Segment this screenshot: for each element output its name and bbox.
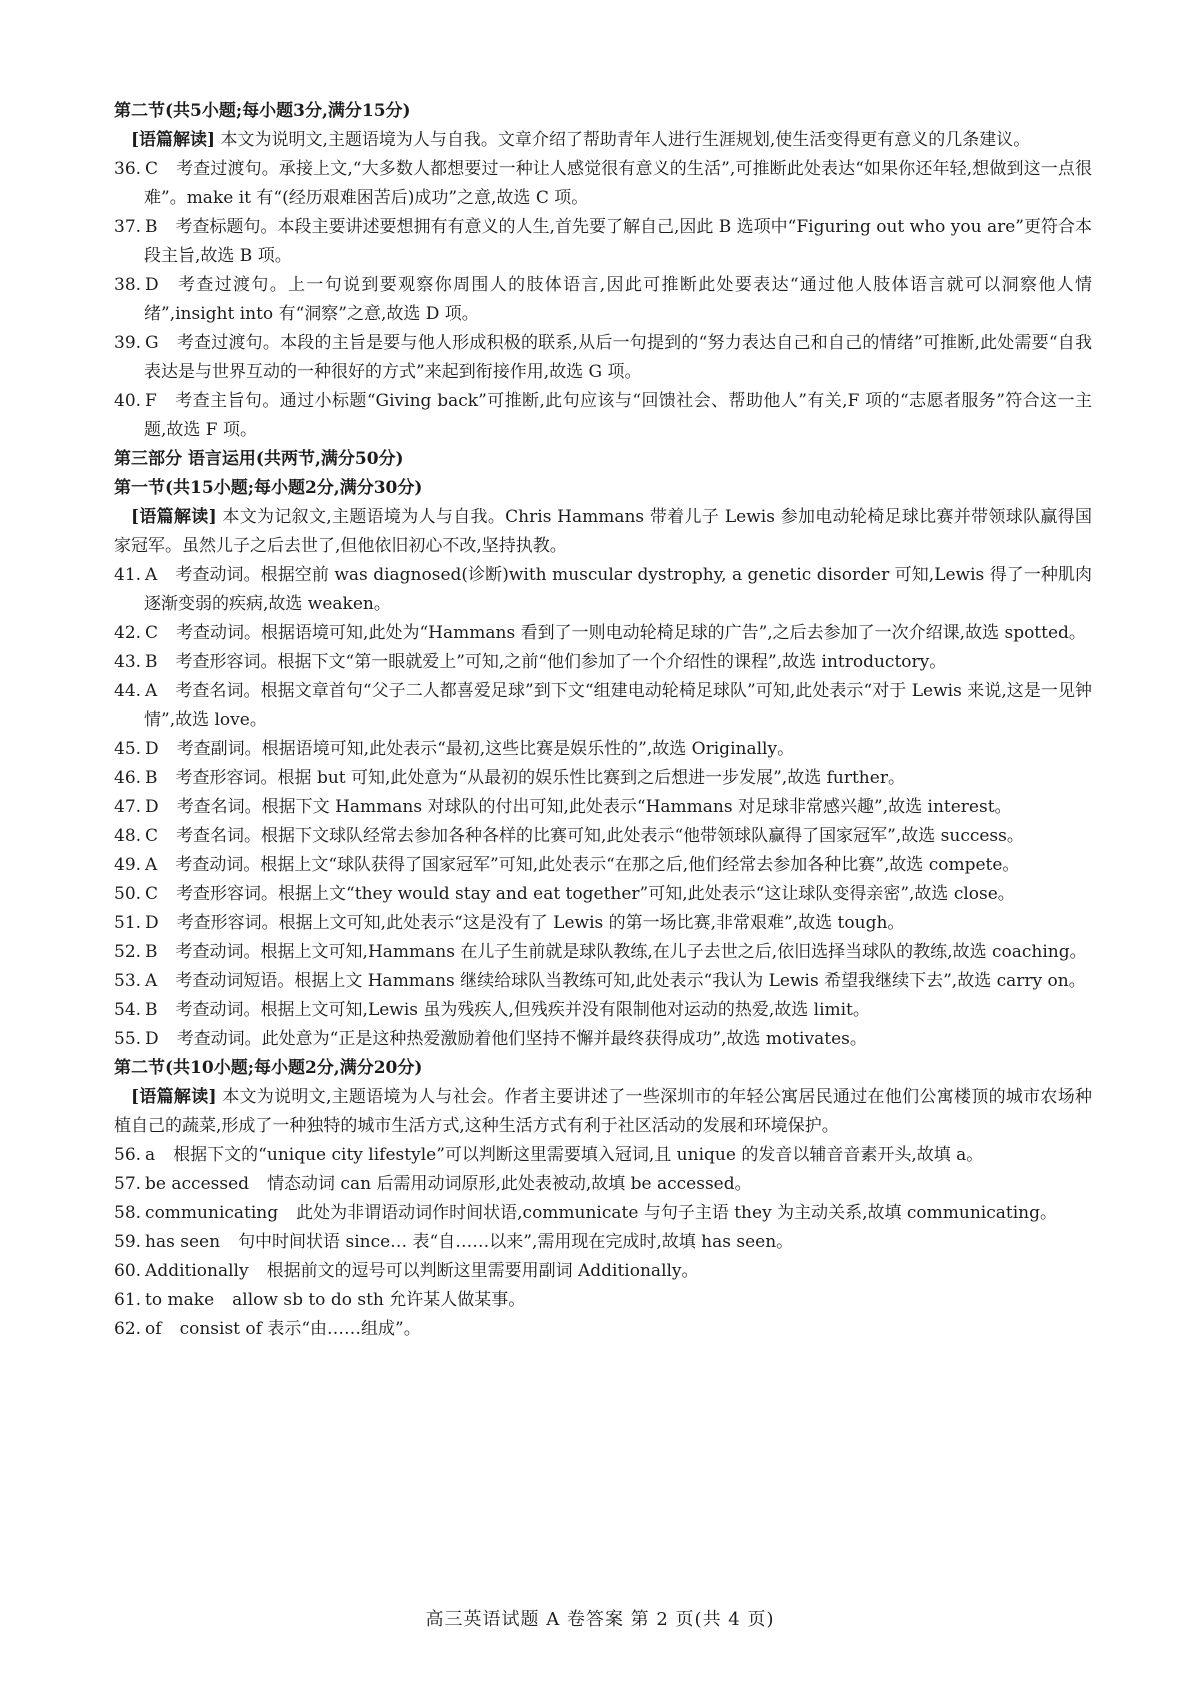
answer-key: D xyxy=(145,1029,159,1049)
explanation-text: 考查动词。根据上文可知,Lewis 虽为残疾人,但残疾并没有限制他对运动的热爱,故选 limit。 xyxy=(175,1000,870,1020)
answer-key: A xyxy=(145,855,158,875)
question-number: 38. xyxy=(114,275,142,295)
intro-tag: [语篇解读] xyxy=(131,507,217,527)
question-number: 49. xyxy=(114,855,142,875)
question-number: 39. xyxy=(114,333,142,353)
answer-key: D xyxy=(145,275,159,295)
intro-tag: [语篇解读] xyxy=(131,130,216,150)
section-header: 第一节(共15小题;每小题2分,满分30分) xyxy=(114,478,423,498)
question-number: 56. xyxy=(114,1145,142,1165)
explanation-text: 考查动词。此处意为“正是这种热爱激励着他们坚持不懈并最终获得成功”,故选 motivates。 xyxy=(176,1029,867,1049)
answer-key: D xyxy=(145,913,159,933)
answer-item xyxy=(114,909,1092,938)
part-header: 第三部分 语言运用(共两节,满分50分) xyxy=(114,449,404,469)
answer-item xyxy=(114,561,1092,619)
intro-text: 本文为说明文,主题语境为人与社会。作者主要讲述了一些深圳市的年轻公寓居民通过在他们公寓楼顶的城市农场种植自己的蔬菜,形成了一种独特的城市生活方式,这种生活方式有利于社区活动的发展和环境保护。 xyxy=(114,1087,1093,1136)
explanation-text: 考查动词。根据上文“球队获得了国家冠军”可知,此处表示“在那之后,他们经常去参加各种比赛”,故选 compete。 xyxy=(175,855,1020,875)
explanation-text: 此处为非谓语动词作时间状语,communicate 与句子主语 they 为主动关系,故填 communicating。 xyxy=(296,1203,1057,1223)
explanation-text: 考查主旨句。通过小标题“Giving back”可推断,此句应该与“回馈社会、帮助他人”有关,F 项的“志愿者服务”符合这一主题,故选 F 项。 xyxy=(144,391,1092,440)
answer-list xyxy=(114,1141,1092,1344)
answer-item xyxy=(114,155,1092,213)
explanation-text: 考查副词。根据语境可知,此处表示“最初,这些比赛是娱乐性的”,故选 Originally。 xyxy=(176,739,795,759)
question-number: 50. xyxy=(114,884,142,904)
question-number: 62. xyxy=(114,1319,142,1339)
answer-key: B xyxy=(145,1000,158,1020)
explanation-text: 考查动词。根据上文可知,Hammans 在儿子生前就是球队教练,在儿子去世之后,依旧选择当球队的教练,故选 coaching。 xyxy=(175,942,1087,962)
answer-item xyxy=(114,271,1092,329)
answer-item xyxy=(114,1199,1092,1228)
passage-intro xyxy=(114,126,1092,155)
answer-item xyxy=(114,938,1092,967)
answer-item xyxy=(114,619,1092,648)
answer-key: to make xyxy=(145,1290,215,1310)
answer-item xyxy=(114,822,1092,851)
answer-key: A xyxy=(145,565,158,585)
explanation-text: 考查动词短语。根据上文 Hammans 继续给球队当教练可知,此处表示“我认为 Lewis 希望我继续下去”,故选 carry on。 xyxy=(175,971,1086,991)
answer-key: D xyxy=(145,797,159,817)
answer-item xyxy=(114,996,1092,1025)
answer-item xyxy=(114,1025,1092,1054)
question-number: 57. xyxy=(114,1174,142,1194)
explanation-text: 考查形容词。根据上文可知,此处表示“这是没有了 Lewis 的第一场比赛,非常艰难”,故选 tough。 xyxy=(176,913,905,933)
answer-key: C xyxy=(145,159,159,179)
answer-item xyxy=(114,387,1092,445)
answer-key: has seen xyxy=(145,1232,221,1252)
answer-key: C xyxy=(145,826,159,846)
answer-key: Additionally xyxy=(145,1261,249,1281)
answer-key: B xyxy=(145,768,158,788)
answer-item xyxy=(114,1170,1092,1199)
answer-item xyxy=(114,213,1092,271)
explanation-text: 考查名词。根据下文球队经常去参加各种各样的比赛可知,此处表示“他带领球队赢得了国家冠军”,故选 success。 xyxy=(176,826,1024,846)
explanation-text: 考查名词。根据下文 Hammans 对球队的付出可知,此处表示“Hammans 对足球非常感兴趣”,故选 interest。 xyxy=(176,797,1012,817)
answer-item xyxy=(114,764,1092,793)
page-content xyxy=(114,97,1092,1344)
explanation-text: 考查动词。根据空前 was diagnosed(诊断)with muscular dystrophy, a genetic disorder 可知,Lewis 得了一种肌肉逐渐变弱的疾病,故选 weaken。 xyxy=(144,565,1092,614)
question-number: 46. xyxy=(114,768,142,788)
explanation-text: 根据下文的“unique city lifestyle”可以判断这里需要填入冠词,且 unique 的发音以辅音音素开头,故填 a。 xyxy=(173,1145,984,1165)
answer-item xyxy=(114,1315,1092,1344)
question-number: 52. xyxy=(114,942,142,962)
question-number: 42. xyxy=(114,623,142,643)
answer-item xyxy=(114,648,1092,677)
answer-item xyxy=(114,1257,1092,1286)
question-number: 60. xyxy=(114,1261,142,1281)
question-number: 48. xyxy=(114,826,142,846)
answer-item xyxy=(114,967,1092,996)
answer-key: of xyxy=(145,1319,162,1339)
answer-key: B xyxy=(145,652,158,672)
section-header: 第二节(共5小题;每小题3分,满分15分) xyxy=(114,101,411,121)
intro-text: 本文为说明文,主题语境为人与自我。文章介绍了帮助青年人进行生涯规划,使生活变得更有意义的几条建议。 xyxy=(220,130,1031,150)
answer-key: F xyxy=(145,391,157,411)
question-number: 41. xyxy=(114,565,142,585)
explanation-text: 考查过渡句。上一句说到要观察你周围人的肢体语言,因此可推断此处要表达“通过他人肢体语言就可以洞察他人情绪”,insight into 有“洞察”之意,故选 D 项。 xyxy=(144,275,1092,324)
explanation-text: 句中时间状语 since… 表“自……以来”,需用现在完成时,故填 has seen。 xyxy=(238,1232,794,1252)
explanation-text: 根据前文的逗号可以判断这里需要用副词 Additionally。 xyxy=(266,1261,699,1281)
page-footer: 高三英语试题 A 卷答案 第 2 页(共 4 页) xyxy=(425,1609,775,1630)
explanation-text: 考查动词。根据语境可知,此处为“Hammans 看到了一则电动轮椅足球的广告”,之后去参加了一次介绍课,故选 spotted。 xyxy=(176,623,1086,643)
answer-list xyxy=(114,561,1092,1054)
explanation-text: 情态动词 can 后需用动词原形,此处表被动,故填 be accessed。 xyxy=(267,1174,752,1194)
question-number: 43. xyxy=(114,652,142,672)
intro-text: 本文为记叙文,主题语境为人与自我。Chris Hammans 带着儿子 Lewis 参加电动轮椅足球比赛并带领球队赢得国家冠军。虽然儿子之后去世了,但他依旧初心不改,坚持执教。 xyxy=(114,507,1092,556)
explanation-text: 考查过渡句。本段的主旨是要与他人形成积极的联系,从后一句提到的“努力表达自己和自己的情绪”可推断,此处需要“自我表达是与世界互动的一种很好的方式”来起到衔接作用,故选 G 项。 xyxy=(144,333,1092,382)
answer-key: B xyxy=(145,942,158,962)
answer-item xyxy=(114,1141,1092,1170)
question-number: 37. xyxy=(114,217,142,237)
question-number: 40. xyxy=(114,391,142,411)
answer-key: G xyxy=(145,333,159,353)
explanation-text: 考查过渡句。承接上文,“大多数人都想要过一种让人感觉很有意义的生活”,可推断此处表达“如果你还年轻,想做到这一点很难”。make it 有“(经历艰难困苦后)成功”之意,故选 C 项。 xyxy=(144,159,1092,208)
answer-key: be accessed xyxy=(145,1174,250,1194)
explanation-text: 考查形容词。根据 but 可知,此处意为“从最初的娱乐性比赛到之后想进一步发展”,故选 further。 xyxy=(175,768,905,788)
explanation-text: consist of 表示“由……组成”。 xyxy=(179,1319,421,1339)
answer-item xyxy=(114,1286,1092,1315)
answer-item xyxy=(114,329,1092,387)
answer-key: a xyxy=(145,1145,156,1165)
answer-key: D xyxy=(145,739,159,759)
answer-key: C xyxy=(145,884,159,904)
question-number: 53. xyxy=(114,971,142,991)
answer-item xyxy=(114,793,1092,822)
intro-tag: [语篇解读] xyxy=(131,1087,217,1107)
section-header: 第二节(共10小题;每小题2分,满分20分) xyxy=(114,1058,423,1078)
answer-key: B xyxy=(145,217,158,237)
answer-item xyxy=(114,677,1092,735)
question-number: 45. xyxy=(114,739,142,759)
answer-item xyxy=(114,851,1092,880)
question-number: 36. xyxy=(114,159,142,179)
question-number: 59. xyxy=(114,1232,142,1252)
answer-list xyxy=(114,155,1092,445)
answer-key: C xyxy=(145,623,159,643)
explanation-text: 考查形容词。根据下文“第一眼就爱上”可知,之前“他们参加了一个介绍性的课程”,故选 introductory。 xyxy=(175,652,947,672)
question-number: 51. xyxy=(114,913,142,933)
answer-item xyxy=(114,880,1092,909)
passage-intro xyxy=(114,1083,1092,1141)
answer-key: A xyxy=(145,971,158,991)
answer-item xyxy=(114,1228,1092,1257)
explanation-text: 考查标题句。本段主要讲述要想拥有有意义的人生,首先要了解自己,因此 B 选项中“Figuring out who you are”更符合本段主旨,故选 B 项。 xyxy=(144,217,1092,266)
answer-key: A xyxy=(145,681,158,701)
question-number: 47. xyxy=(114,797,142,817)
answer-key: communicating xyxy=(145,1203,279,1223)
explanation-text: allow sb to do sth 允许某人做某事。 xyxy=(232,1290,526,1310)
passage-intro xyxy=(114,503,1092,561)
explanation-text: 考查名词。根据文章首句“父子二人都喜爱足球”到下文“组建电动轮椅足球队”可知,此处表示“对于 Lewis 来说,这是一见钟情”,故选 love。 xyxy=(144,681,1092,730)
question-number: 61. xyxy=(114,1290,142,1310)
explanation-text: 考查形容词。根据上文“they would stay and eat together”可知,此处表示“这让球队变得亲密”,故选 close。 xyxy=(176,884,1015,904)
question-number: 58. xyxy=(114,1203,142,1223)
question-number: 55. xyxy=(114,1029,142,1049)
question-number: 54. xyxy=(114,1000,142,1020)
question-number: 44. xyxy=(114,681,142,701)
answer-item xyxy=(114,735,1092,764)
